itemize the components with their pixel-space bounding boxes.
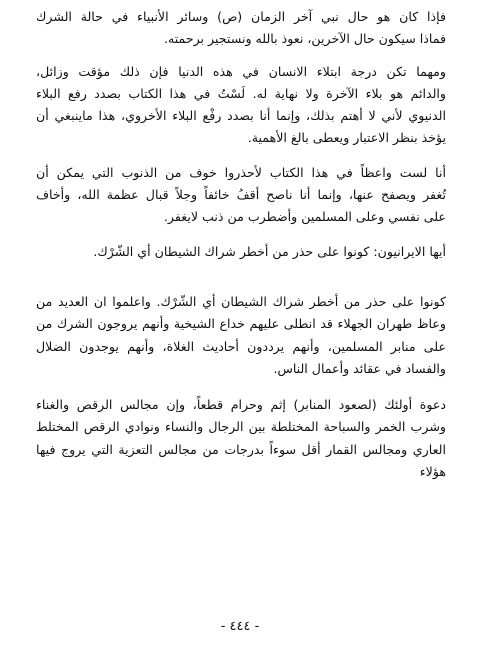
text-line: والفساد في عقائد وأعمال الناس.: [273, 360, 446, 376]
text-line: الدنيوي لأني لا أهتم بذلك، وإنما أنا بصدد رفْع البلاء الأخروي، هذا ماينبغي أن: [36, 108, 446, 124]
text-line: ومهما تكن درجة ابتلاء الانسان في هذه الدنيا فإن ذلك مؤقت وزائل،: [36, 63, 446, 79]
text-line: كونوا على حذر من أخطر شراك الشيطان أي الشّرْك. واعلموا ان العديد من: [36, 293, 446, 309]
paragraph: [36, 162, 446, 229]
text-line: أنا لست واعظاً في هذا الكتاب لأحذروا خوف من الذنوب التي يمكن أن: [36, 164, 446, 180]
text-line: وعاظ طهران الجهلاء قد انطلى عليهم خداع الشيخية وأنهم يروجون الشرك من: [36, 316, 446, 332]
text-line: تُغفر ويصفح عنها، وإنما أنا ناصح أقفُ خائفاً وجلاً قبال عظمة الله، وأخاف: [36, 187, 446, 203]
text-line: على نفسي وعلى المسلمين وأضطرب من ذنب لايغفر.: [163, 209, 446, 225]
text-line: يؤخذ بنظر الاعتبار ويعطى بالغ الأهمية.: [247, 130, 446, 146]
text-line: أيها الايرانيون: كونوا على حذر من أخطر شراك الشيطان أي الشّرْك.: [93, 243, 446, 259]
text-line: وشرب الخمر والسباحة المختلطة بين الرجال والنساء ونوادي الرقص المختلط: [36, 419, 446, 435]
page-number: - ٤٤٤ -: [220, 619, 260, 634]
body-text: [36, 6, 446, 483]
paragraph: [36, 241, 446, 263]
text-line: دعوة أولئك (لصعود المنابر) إثم وحرام قطعاً، وإن مجالس الرقص والغناء: [36, 397, 446, 413]
paragraph: [36, 291, 446, 380]
paragraph: [36, 6, 446, 51]
paragraph: [36, 394, 446, 483]
text-line: العاري ومجالس القمار أقل سوءاً بدرجات من مجالس التعزية التي يروج فيها هؤلاء: [36, 441, 446, 480]
paragraph: [36, 61, 446, 150]
text-line: والدائم هو بلاء الآخرة ولا نهاية له. لَسْتُ في هذا الكتاب بصدد رفع البلاء: [36, 85, 446, 101]
text-line: على منابر المسلمين، وأنهم يرددون أحاديث الغلاة، وأنهم يوجدون الضلال: [36, 338, 446, 354]
text-line: فإذا كان هو حال نبي آخر الزمان (ص) وسائر الأنبياء في حالة الشرك: [36, 9, 446, 24]
text-line: فماذا سيكون حال الآخرين، نعوذ بالله ونستجير برحمته.: [163, 31, 446, 47]
